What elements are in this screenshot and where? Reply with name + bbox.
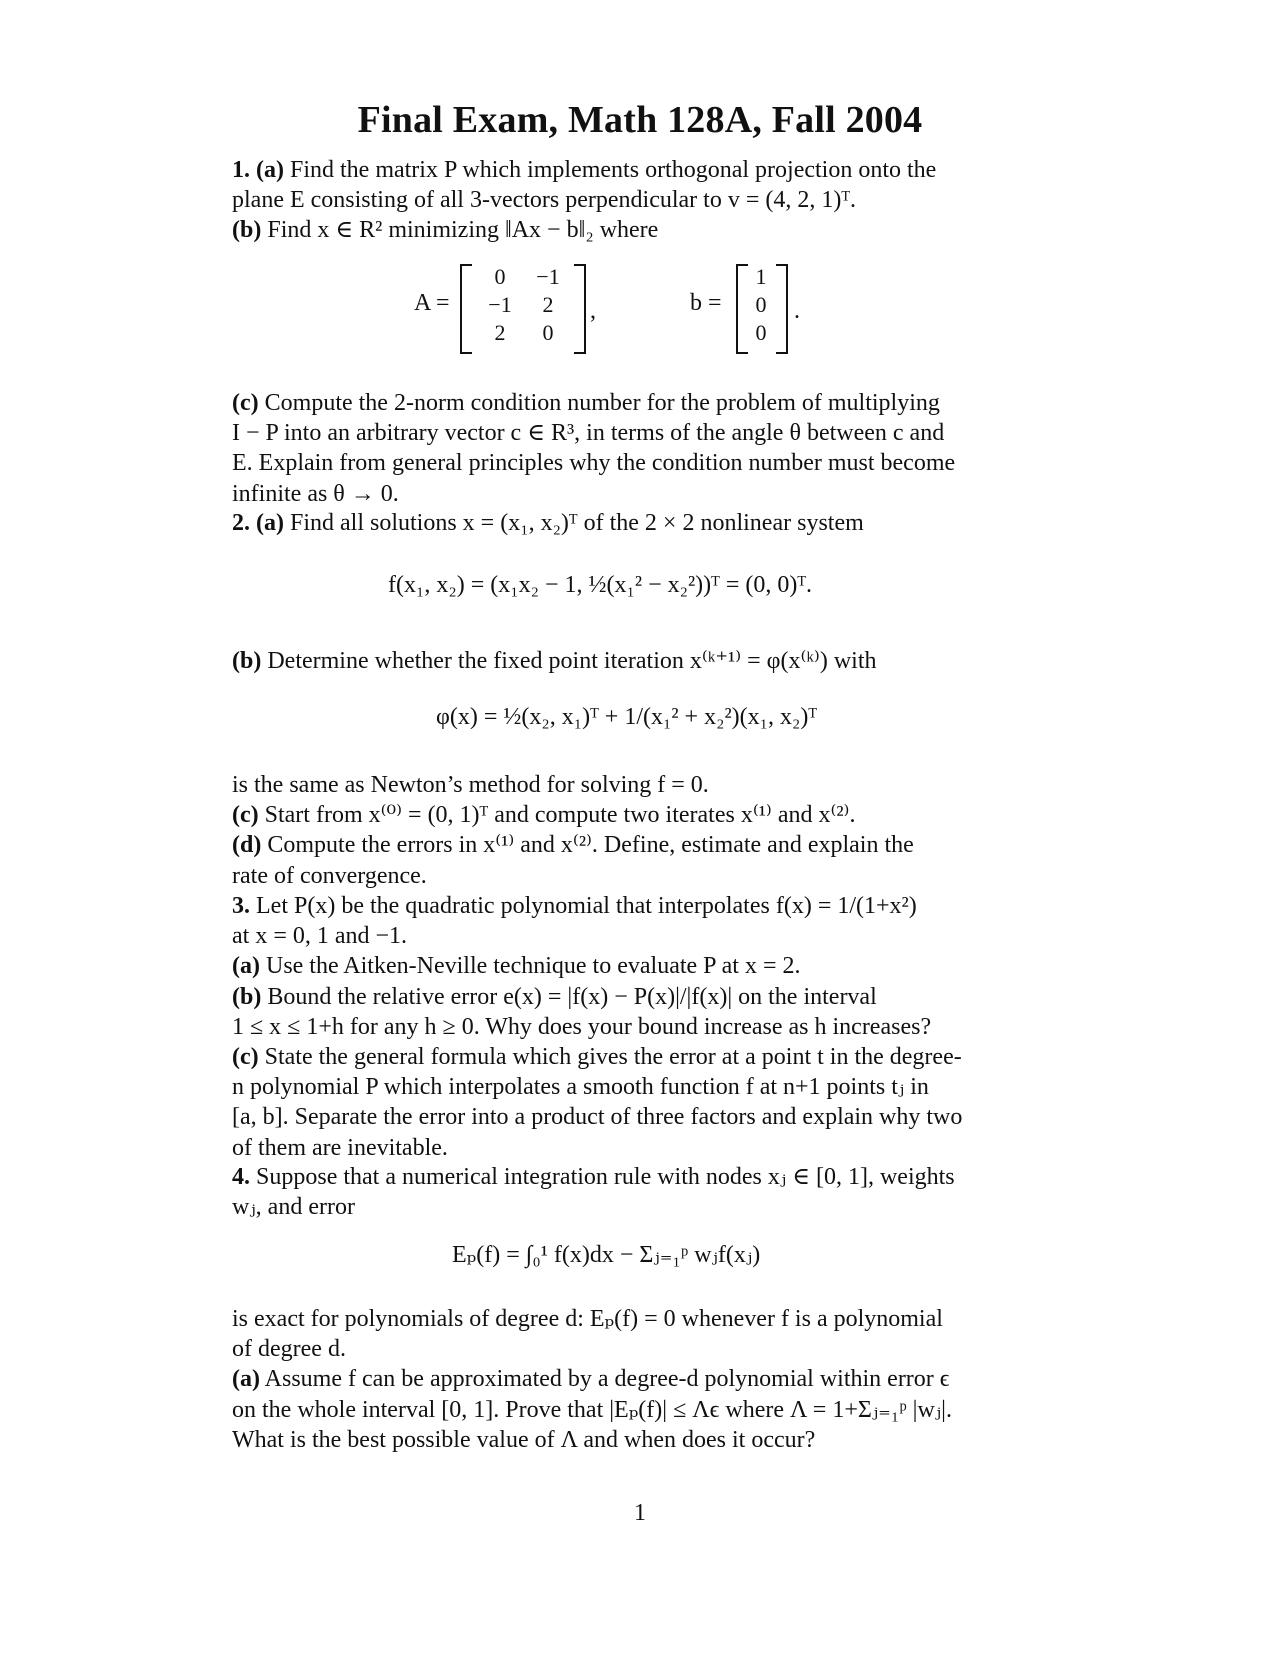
- matrix-a: [476, 264, 572, 348]
- problem-4a-label: (a): [232, 1366, 260, 1393]
- problem-2b-text-1: Determine whether the fixed point iteration x⁽ᵏ⁺¹⁾ = φ(x⁽ᵏ⁾) with: [267, 648, 877, 674]
- problem-4-body: [232, 1304, 1044, 1455]
- problem-4-intro-line-1: [232, 1162, 1044, 1192]
- vector-b-cell: 1: [755, 264, 767, 289]
- problem-3b-line-1: [232, 982, 1044, 1012]
- problem-3b-line-2: 1 ≤ x ≤ 1+h for any h ≥ 0. Why does your bound increase as h increases?: [232, 1013, 932, 1040]
- matrix-a-cell: 0: [542, 320, 554, 345]
- vector-b-right-bracket: [776, 264, 788, 354]
- vector-b-period: .: [794, 298, 800, 324]
- problem-2-part-a: [232, 508, 1044, 538]
- problem-3-number: 3.: [232, 893, 250, 919]
- vector-b-cell: 0: [755, 292, 767, 317]
- matrix-a-cell: 0: [494, 264, 506, 289]
- problem-1c-line-3: E. Explain from general principles why the condition number must become: [232, 450, 956, 477]
- problem-2c-label: (c): [232, 802, 259, 829]
- problem-4a-line-1: [232, 1364, 1044, 1394]
- matrix-a-cell: 2: [494, 320, 506, 345]
- problem-2-number: 2.: [232, 510, 250, 536]
- problem-3a-text-1: Use the Aitken-Neville technique to evaluate P at x = 2.: [265, 953, 801, 980]
- problem-1-parts-a-b: [232, 155, 1044, 246]
- problem-1a-line-2: plane E consisting of all 3-vectors perpendicular to v = (4, 2, 1)ᵀ.: [232, 187, 857, 214]
- exam-title: Final Exam, Math 128A, Fall 2004: [357, 99, 923, 141]
- problem-3c-line-4: of them are inevitable.: [232, 1134, 448, 1161]
- problem-2d-line-2: rate of convergence.: [232, 862, 427, 889]
- vector-b-label: b =: [690, 290, 722, 316]
- problem-2-part-b: [232, 646, 1044, 676]
- problem-3c-text-1: State the general formula which gives the error at a point t in the degree-: [264, 1044, 962, 1071]
- problem-2-parts-b-c-d: [232, 770, 1044, 891]
- problem-2d-text-1: Compute the errors in x⁽¹⁾ and x⁽²⁾. Define, estimate and explain the: [267, 832, 914, 859]
- problem-1-part-c: [232, 388, 1044, 509]
- problem-3b-text-1: Bound the relative error e(x) = |f(x) − P(x)|/|f(x)| on the interval: [267, 983, 877, 1010]
- problem-1a-label: (a): [256, 157, 284, 183]
- matrix-a-cell: 2: [542, 292, 554, 317]
- problem-3c-label: (c): [232, 1044, 259, 1071]
- equation-phi: φ(x) = ½(x₂, x₁)ᵀ + 1/(x₁² + x₂²)(x₁, x₂)ᵀ: [436, 704, 818, 730]
- problem-1a-text-1: Find the matrix P which implements orthogonal projection onto the: [289, 157, 937, 183]
- problem-1b-line-1: [232, 215, 1044, 245]
- problem-1c-text-1: Compute the 2-norm condition number for the problem of multiplying: [264, 390, 940, 416]
- problem-3b-label: (b): [232, 983, 262, 1010]
- problem-1b-label: (b): [232, 217, 262, 244]
- problem-4-line-4: of degree d.: [232, 1336, 346, 1363]
- problem-3-intro-line-2: at x = 0, 1 and −1.: [232, 923, 408, 950]
- equation-error-functional: Eₚ(f) = ∫₀¹ f(x)dx − Σⱼ₌₁ᵖ wⱼf(xⱼ): [452, 1242, 761, 1268]
- problem-4a-line-2: on the whole interval [0, 1]. Prove that |Eₚ(f)| ≤ Λϵ where Λ = 1+Σⱼ₌₁ᵖ |wⱼ|.: [232, 1396, 952, 1423]
- vector-b-left-bracket: [736, 264, 748, 354]
- matrix-a-label: A =: [414, 290, 450, 316]
- problem-1c-label: (c): [232, 390, 259, 416]
- problem-3c-line-3: [a, b]. Separate the error into a product of three factors and explain why two: [232, 1104, 963, 1131]
- problem-2a-text-1: Find all solutions x = (x₁, x₂)ᵀ of the 2 × 2 nonlinear system: [289, 510, 864, 536]
- problem-3c-line-1: [232, 1042, 1044, 1072]
- problem-4-line-3: is exact for polynomials of degree d: Eₚ(f) = 0 whenever f is a polynomial: [232, 1306, 943, 1332]
- vector-b-cell: 0: [755, 320, 767, 345]
- problem-2a-line-1: [232, 508, 1044, 538]
- matrix-a-right-bracket: [574, 264, 586, 354]
- problem-2c-text-1: Start from x⁽⁰⁾ = (0, 1)ᵀ and compute two iterates x⁽¹⁾ and x⁽²⁾.: [264, 802, 856, 829]
- problem-3a-label: (a): [232, 953, 260, 980]
- page-number: 1: [634, 1500, 646, 1526]
- matrix-a-left-bracket: [460, 264, 472, 354]
- problem-1b-text-1: Find x ∈ R² minimizing ‖Ax − b‖₂ where: [267, 217, 659, 244]
- problem-4-intro: [232, 1162, 1044, 1222]
- problem-2b-line-1: [232, 646, 1044, 676]
- problem-2d-label: (d): [232, 832, 262, 859]
- problem-1a-line-1: [232, 155, 1044, 185]
- vector-b: [748, 264, 774, 348]
- problem-2c-line-1: [232, 800, 1044, 830]
- problem-3a-line-1: [232, 951, 1044, 981]
- matrix-a-cell: −1: [536, 264, 560, 289]
- problem-1-number: 1.: [232, 157, 250, 183]
- problem-4a-line-3: What is the best possible value of Λ and when does it occur?: [232, 1426, 816, 1453]
- problem-4-intro-line-2: wⱼ, and error: [232, 1194, 355, 1221]
- problem-4-number: 4.: [232, 1164, 250, 1190]
- problem-3c-line-2: n polynomial P which interpolates a smooth function f at n+1 points tⱼ in: [232, 1074, 929, 1101]
- equation-f-system: f(x₁, x₂) = (x₁x₂ − 1, ½(x₁² − x₂²))ᵀ = (0, 0)ᵀ.: [388, 572, 813, 598]
- matrix-separator-comma: ,: [590, 298, 596, 324]
- problem-3: [232, 891, 1044, 1163]
- matrix-a-cell: −1: [488, 292, 512, 317]
- problem-4-intro-text-1: Suppose that a numerical integration rule with nodes xⱼ ∈ [0, 1], weights: [256, 1164, 955, 1190]
- problem-2d-line-1: [232, 830, 1044, 860]
- problem-2b-label: (b): [232, 648, 262, 674]
- problem-2b-line-2: is the same as Newton’s method for solving f = 0.: [232, 772, 709, 798]
- problem-3-intro-text-1: Let P(x) be the quadratic polynomial that interpolates f(x) = 1/(1+x²): [256, 893, 917, 919]
- problem-3-intro-line-1: [232, 891, 1044, 921]
- problem-1c-line-4: infinite as θ → 0.: [232, 480, 399, 507]
- problem-1c-line-2: I − P into an arbitrary vector c ∈ R³, in terms of the angle θ between c and: [232, 420, 945, 447]
- problem-2a-label: (a): [256, 510, 284, 536]
- problem-4a-text-1: Assume f can be approximated by a degree-d polynomial within error ϵ: [264, 1366, 950, 1393]
- problem-1c-line-1: [232, 388, 1044, 418]
